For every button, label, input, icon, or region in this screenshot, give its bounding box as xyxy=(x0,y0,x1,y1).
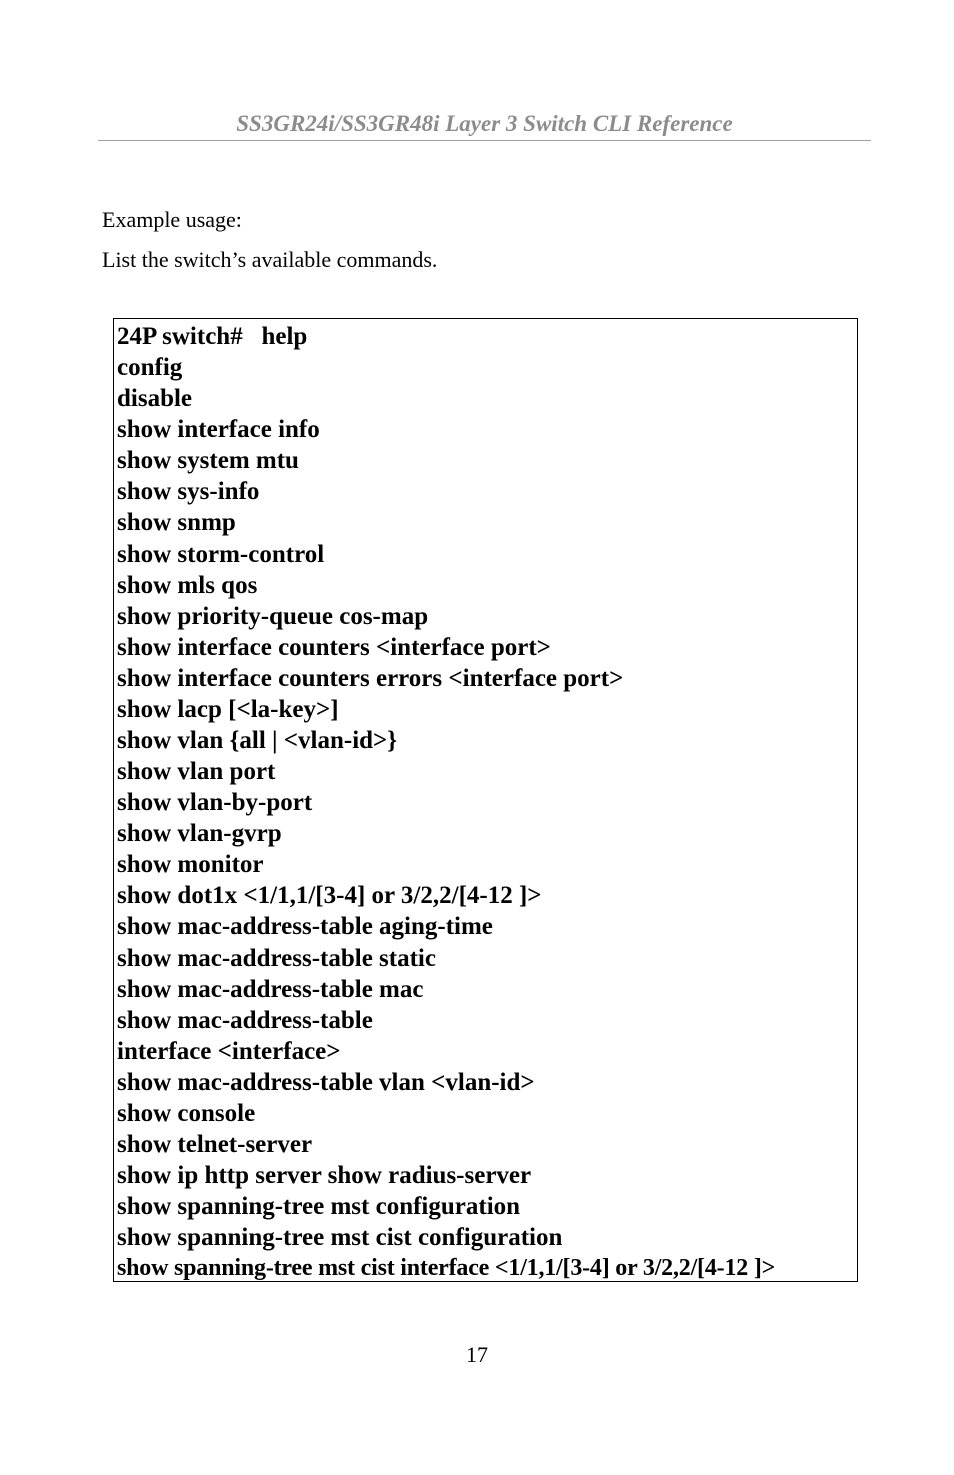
cli-command-line: show spanning-tree mst cist configuration xyxy=(117,1224,563,1252)
cli-command-line: show snmp xyxy=(117,509,236,537)
cli-command-line: show telnet-server xyxy=(117,1131,313,1159)
cli-prompt-line: 24P switch# help xyxy=(117,323,308,350)
running-header: SS3GR24i/SS3GR48i Layer 3 Switch CLI Reference xyxy=(236,111,733,136)
cli-command-line: show vlan-gvrp xyxy=(117,820,282,848)
cli-command-line: show mac-address-table aging-time xyxy=(117,913,493,941)
cli-command-line: show sys-info xyxy=(117,478,260,506)
cli-command-line: show spanning-tree mst configuration xyxy=(117,1193,521,1221)
cli-command-line: interface <interface> xyxy=(117,1037,341,1065)
cli-command-line: show interface counters <interface port> xyxy=(117,633,551,661)
cli-command-line: disable xyxy=(117,385,193,413)
example-usage-label: Example usage: xyxy=(102,207,242,232)
header-rule xyxy=(98,140,871,141)
cli-command-line: show ip http server show radius-server xyxy=(117,1162,532,1190)
cli-command-line: show mac-address-table vlan <vlan-id> xyxy=(117,1068,535,1096)
example-description: List the switch’s available commands. xyxy=(102,247,438,272)
cli-command-line: show lacp [<la-key>] xyxy=(117,695,339,723)
cli-command-line: config xyxy=(117,354,183,382)
cli-command-line: show vlan {all | <vlan-id>} xyxy=(117,727,398,755)
cli-command-line: show storm-control xyxy=(117,540,325,568)
cli-command-line: show interface counters errors <interface port> xyxy=(117,664,624,692)
cli-command-line: show mac-address-table xyxy=(117,1006,373,1034)
cli-command-line: show vlan-by-port xyxy=(117,789,313,817)
cli-command-line: show console xyxy=(117,1099,256,1127)
cli-output-box xyxy=(113,318,858,1282)
cli-command-line: show dot1x <1/1,1/[3-4] or 3/2,2/[4-12 ]> xyxy=(117,882,542,910)
cli-command-line: show interface info xyxy=(117,416,320,444)
cli-command-line: show mac-address-table mac xyxy=(117,975,424,1003)
cli-command-line: show mac-address-table static xyxy=(117,944,436,972)
page-number: 17 xyxy=(466,1342,488,1367)
cli-command-line: show spanning-tree mst cist interface <1/1,1/[3-4] or 3/2,2/[4-12 ]> xyxy=(117,1255,776,1282)
cli-command-line: show mls qos xyxy=(117,571,258,599)
cli-command-line: show system mtu xyxy=(117,447,299,475)
cli-command-line: show priority-queue cos-map xyxy=(117,602,429,630)
cli-command-line: show monitor xyxy=(117,851,264,879)
cli-command-line: show vlan port xyxy=(117,758,276,786)
